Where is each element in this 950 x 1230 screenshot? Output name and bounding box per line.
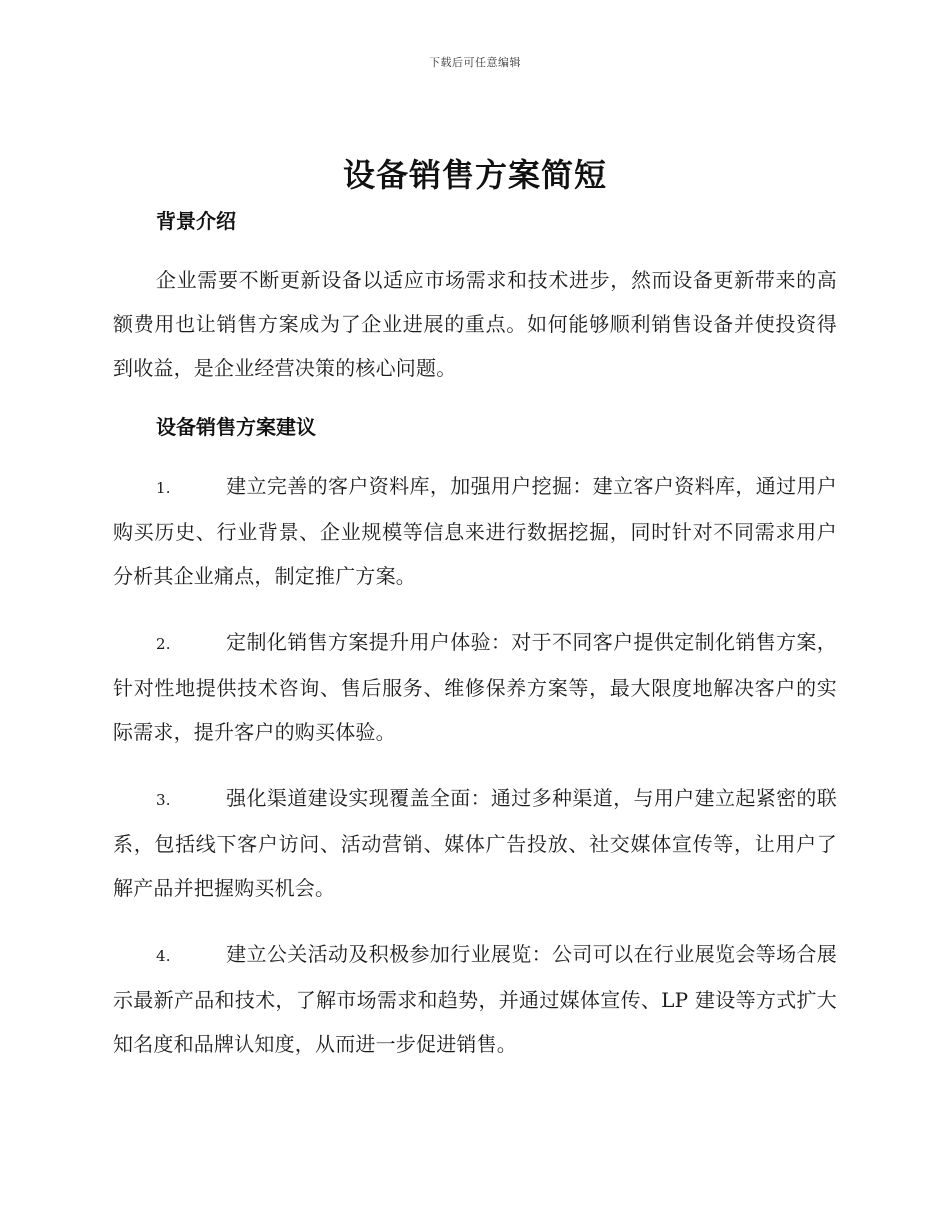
page-header: 下载后可任意编辑 [429, 56, 521, 69]
list-item-text: 建立完善的客户资料库，加强用户挖掘：建立客户资料库，通过用户购买历史、行业背景、企业规模等信息来进行数据挖掘，同时针对不同需求用户分析其企业痛点，制定推广方案。 [113, 474, 837, 588]
background-paragraph: 企业需要不断更新设备以适应市场需求和技术进步，然而设备更新带来的高额费用也让销售方案成为了企业进展的重点。如何能够顺利销售设备并使投资得到收益，是企业经营决策的核心问题。 [113, 268, 837, 380]
document-title: 设备销售方案简短 [342, 156, 607, 194]
list-item-number: 1. [156, 479, 171, 497]
list-item [113, 464, 837, 598]
proposal-list [113, 464, 837, 1066]
list-item-number: 2. [156, 635, 171, 653]
section-heading-proposals: 设备销售方案建议 [156, 415, 316, 439]
list-item [113, 620, 837, 754]
list-item-number: 4. [156, 947, 171, 965]
list-item-text: 强化渠道建设实现覆盖全面：通过多种渠道，与用户建立起紧密的联系，包括线下客户访问、活动营销、媒体广告投放、社交媒体宣传等，让用户了解产品并把握购买机会。 [113, 786, 837, 900]
section-heading-background: 背景介绍 [156, 209, 236, 233]
list-item-text: 定制化销售方案提升用户体验：对于不同客户提供定制化销售方案，针对性地提供技术咨询、售后服务、维修保养方案等，最大限度地解决客户的实际需求，提升客户的购买体验。 [113, 630, 837, 744]
list-item-text: 建立公关活动及积极参加行业展览：公司可以在行业展览会等场合展示最新产品和技术，了解市场需求和趋势，并通过媒体宣传、LP 建设等方式扩大知名度和品牌认知度，从而进一步促进销售。 [113, 942, 837, 1056]
list-item [113, 932, 837, 1066]
list-item-number: 3. [156, 791, 171, 809]
list-item [113, 776, 837, 910]
document-body [113, 204, 837, 1088]
